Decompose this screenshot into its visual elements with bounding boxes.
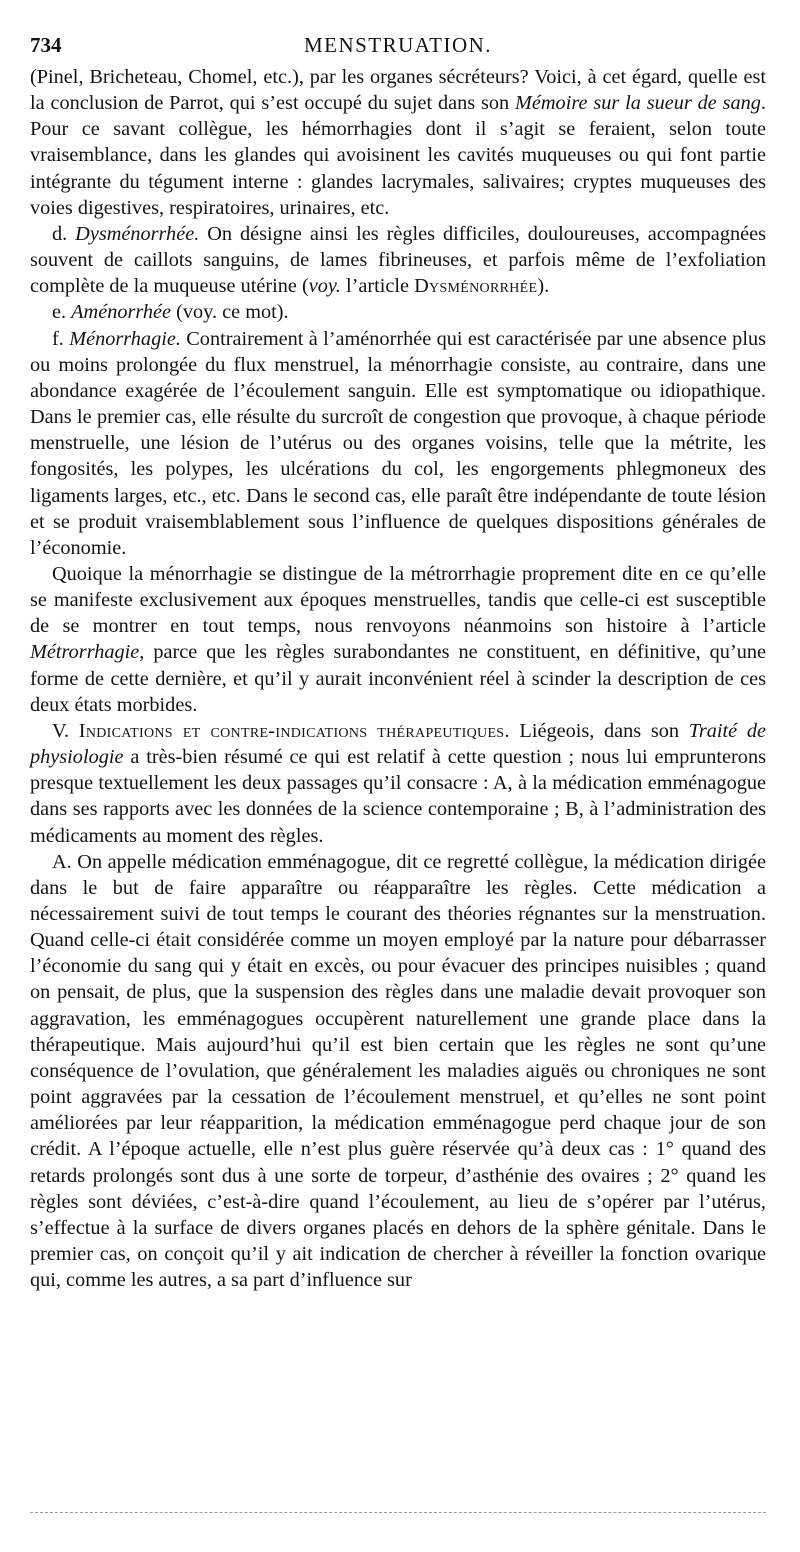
title-memoire: Mémoire sur la sueur de sang — [515, 92, 761, 115]
page-number: 734 — [30, 33, 62, 57]
footer-rule — [30, 1512, 766, 1513]
page-header — [30, 28, 766, 62]
title-traite: Traité de physiologie — [30, 719, 767, 769]
paragraph-quoique: Quoique la ménorrhagie se distingue de la métrorrhagie proprement dite en ce qu’elle se manifeste exclusivement aux époques menstruelles, tandis que celle-ci est susceptible de se montrer en tout temps, nous renvoyons néanmoins son histoire à l’article Métrorrhagie, parce que les règles surabondantes ne constituent, en définitive, qu’une forme de cette dernière, et qu’il y aurait inconvénient réel à scinder la description de ces deux états morbides. — [30, 562, 766, 716]
paragraph-a-emmenagogue: A. On appelle médication emménagogue, dit ce regretté collègue, la médication dirigée dans le but de faire apparaître ou réapparaître les règles. Cette médication a nécessairement suivi de tout temps le courant des théories régnantes sur la menstruation. Quand celle-ci était considérée comme un moyen employé par la nature pour débarrasser l’économie du sang qui y était en excès, ou pour évacuer des principes nuisibles ; quand on pensait, de plus, que la suspension des règles dans une maladie devait provoquer son aggravation, les emménagogues occupèrent naturellement une grande place dans la thérapeutique. Mais aujourd’hui qu’il est bien certain que les règles ne sont qu’une conséquence de l’ovulation, que généralement les maladies aiguës ou chroniques ne sont point aggravées par la cessation de l’écoulement menstruel, et qu’elles ne sont point améliorées par leur réapparition, la médication emménagogue perd chaque jour de son crédit. A l’époque actuelle, elle n’est plus guère réservée qu’à deux cas : 1° quand des retards prolongés sont dus à une sorte de torpeur, d’asthénie des ovaires ; 2° quand les règles sont déviées, c’est-à-dire quand l’écoulement, au lieu de s’opérer par l’utérus, s’effectue à la surface de divers organes placés en dehors de la sphère génitale. Dans le premier cas, on conçoit qu’il y ait indication de chercher à réveiller la fonction ovarique qui, comme les autres, a sa part d’influence sur — [30, 850, 766, 1292]
paragraph-menorrhagie: f. Ménorrhagie. Contrairement à l’aménorrhée qui est caractérisée par une absence plus ou moins prolongée du flux menstruel, la ménorrhagie consiste, au contraire, dans une abondance exagérée de l’écoulement sanguin. Elle est symptomatique ou idiopathique. Dans le premier cas, elle résulte du surcroît de congestion que provoque, à chaque période menstruelle, une lésion de l’utérus ou des organes voisins, telle que la métrite, les fongosités, les polypes, les ulcérations du col, les engorgements phlegmoneux des ligaments larges, etc., etc. Dans le second cas, elle paraît être indépendante de toute lésion et se produit vraisemblablement sous l’influence de quelques dispositions générales de l’économie. — [30, 327, 766, 559]
running-head: MENSTRUATION. — [303, 33, 493, 57]
term-amenorrhee: Aménorrhée — [71, 301, 172, 324]
cross-reference-dysmenorrhee: Dysménorrhée — [414, 275, 538, 298]
book-page — [30, 28, 766, 1293]
body-text — [30, 64, 766, 1293]
section-v-indications: V. Indications et contre-indications thérapeutiques. Liégeois, dans son Traité de physiologie a très-bien résumé ce qui est relatif à cette question ; nous lui emprunterons presque textuellement les deux passages qu’il consacre : A, à la médication emménagogue dans ses rapports avec les données de la science contemporaine ; B, à l’administration des médicaments au moment des règles. — [30, 719, 767, 847]
paragraph-dysmenorrhee: d. Dysménorrhée. On désigne ainsi les règles difficiles, douloureuses, accompagnées souvent de caillots sanguins, de lames fibrineuses, et parfois même de l’exfoliation complète de la muqueuse utérine (voy. l’article Dysménorrhée). — [30, 222, 766, 298]
paragraph-parrot: (Pinel, Bricheteau, Chomel, etc.), par les organes sécréteurs? Voici, à cet égard, quelle est la conclusion de Parrot, qui s’est occupé du sujet dans son Mémoire sur la sueur de sang. Pour ce savant collègue, les hémorrhagies dont il s’agit se feraient, selon toute vraisemblance, dans les glandes qui avoisinent les cavités muqueuses ou qui font partie intégrante du tégument interne : glandes lacrymales, salivaires; cryptes muqueuses des voies digestives, respiratoires, urinaires, etc. — [30, 66, 766, 219]
cross-reference-metrorrhagie: Métrorrhagie — [30, 641, 140, 664]
term-dysmenorrhee: Dysménorrhée. — [75, 222, 200, 245]
section-heading: Indications et contre-indications thérapeutiques. — [78, 719, 510, 742]
paragraph-amenorrhee: e. Aménorrhée (voy. ce mot). — [52, 301, 289, 324]
term-menorrhagie: Ménorrhagie. — [69, 327, 181, 350]
